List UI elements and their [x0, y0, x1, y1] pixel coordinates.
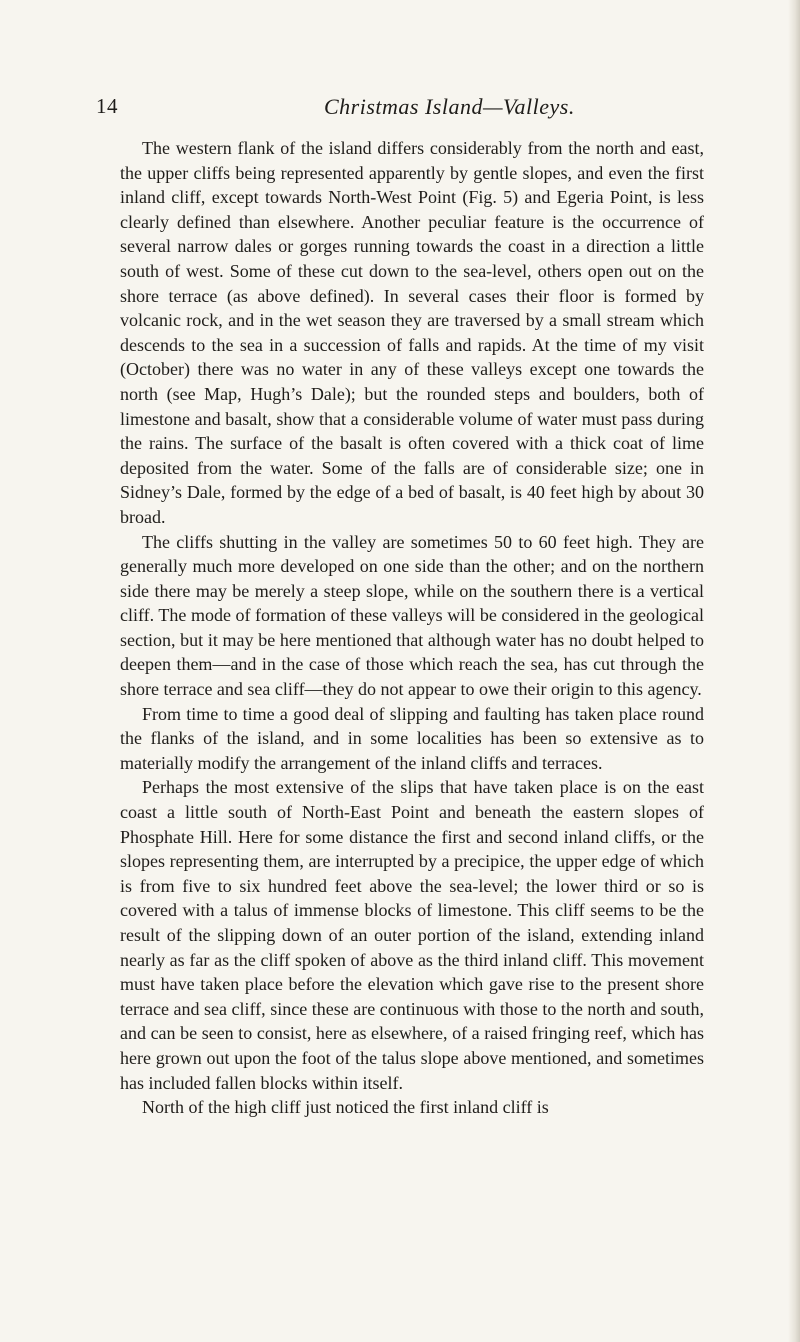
paragraph-slipping-faulting: From time to time a good deal of slipping and faulting has taken place round the flanks of the island, and in some localities has been so extensive as to materially modify the arrangement of the inland cliffs and terraces.: [120, 703, 704, 773]
paragraph-north-of-cliff: North of the high cliff just noticed the first inland cliff is: [142, 1097, 549, 1118]
page-header: [96, 94, 716, 128]
body-text: [120, 136, 704, 1120]
paragraph-east-coast-slip: Perhaps the most extensive of the slips that have taken place is on the east coast a little south of North-East Point and beneath the eastern slopes of Phosphate Hill. Here for some distance the first and second inland cliffs, or the slopes representing them, are interrupted by a precipice, the upper edge of which is from five to six hundred feet above the sea-level; the lower third or so is covered with a talus of immense blocks of limestone. This cliff seems to be the result of the slipping down of an outer portion of the island, extending inland nearly as far as the cliff spoken of above as the third inland cliff. This movement must have taken place before the elevation which gave rise to the present shore terrace and sea cliff, since these are continuous with those to the north and south, and can be seen to consist, here as elsewhere, of a raised fringing reef, which has here grown out upon the foot of the talus slope above mentioned, and sometimes has included fallen blocks within itself.: [120, 777, 704, 1093]
page-edge-shadow: [788, 0, 800, 1342]
paragraph-western-flank: The western flank of the island differs considerably from the north and east, the upper cliffs being represented apparently by gentle slopes, and even the first inland cliff, except towards North-West Point (Fig. 5) and Egeria Point, is less clearly defined than elsewhere. Another peculiar feature is the occurrence of several narrow dales or gorges running towards the coast in a direction a little south of west. Some of these cut down to the sea-level, others open out on the shore terrace (as above defined). In several cases their floor is formed by volcanic rock, and in the wet season they are traversed by a small stream which descends to the sea in a succession of falls and rapids. At the time of my visit (October) there was no water in any of these valleys except one towards the north (see Map, Hugh’s Dale); but the rounded steps and boulders, both of limestone and basalt, show that a considerable volume of water must pass during the rains. The surface of the basalt is often covered with a thick coat of lime deposited from the water. Some of the falls are of considerable size; one in Sidney’s Dale, formed by the edge of a bed of basalt, is 40 feet high by about 30 broad.: [120, 138, 704, 527]
page-number: 14: [96, 94, 118, 118]
running-title: Christmas Island—Valleys.: [324, 94, 575, 119]
paragraph-valley-cliffs: The cliffs shutting in the valley are sometimes 50 to 60 feet high. They are generally much more developed on one side than the other; and on the northern side there may be merely a steep slope, while on the southern there is a vertical cliff. The mode of formation of these valleys will be considered in the geological section, but it may be here mentioned that although water has no doubt helped to deepen them—and in the case of those which reach the sea, has cut through the shore terrace and sea cliff—they do not appear to owe their origin to this agency.: [120, 531, 704, 700]
